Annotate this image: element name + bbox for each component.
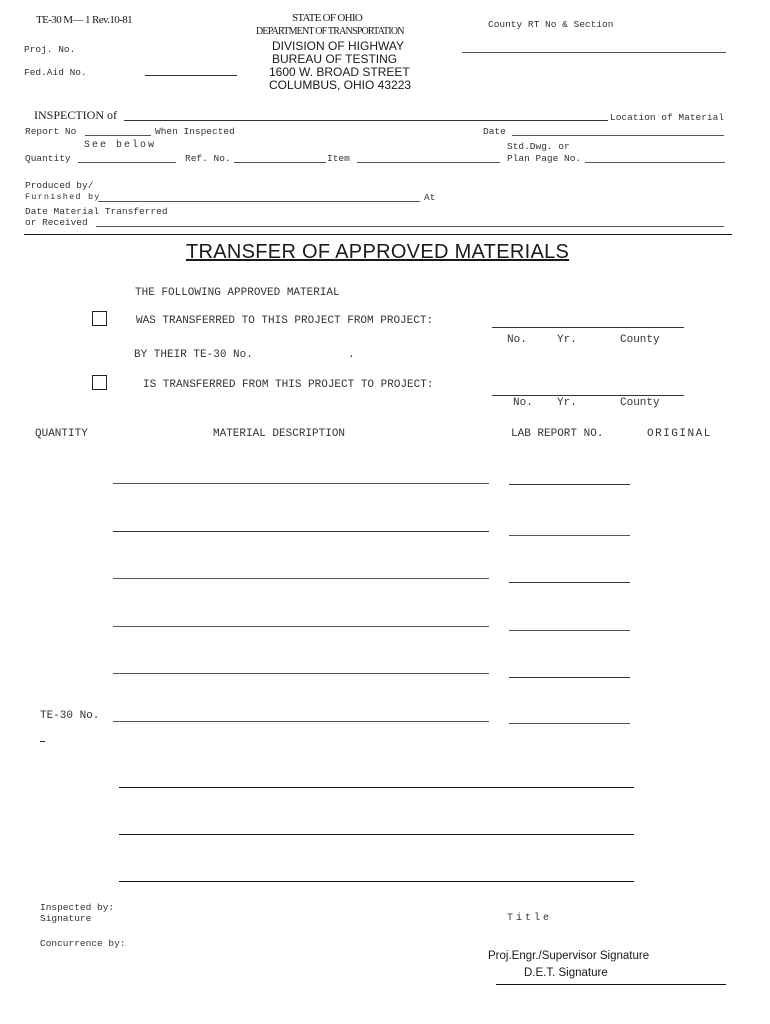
item-field-line[interactable]	[357, 162, 500, 163]
at-label: At	[424, 192, 436, 203]
item-label: Item	[327, 153, 350, 164]
furnished-by-field-line[interactable]	[98, 201, 420, 202]
county-rt-label: County RT No & Section	[488, 19, 614, 30]
plan-page-label: Plan Page No.	[507, 153, 582, 164]
from-no-label: No.	[507, 334, 527, 346]
to-county-label: County	[620, 397, 660, 409]
see-below-text: See below	[84, 140, 157, 151]
plan-page-field-line[interactable]	[585, 162, 725, 163]
proj-no-label: Proj. No.	[24, 44, 76, 55]
lab-report-header: LAB REPORT NO.	[511, 428, 604, 440]
bureau-title: BUREAU OF TESTING	[272, 52, 398, 66]
signature-label: Signature	[40, 913, 92, 924]
description-line-4[interactable]	[113, 626, 489, 627]
was-transferred-text: WAS TRANSFERRED TO THIS PROJECT FROM PROJECT:	[136, 315, 434, 327]
date-transferred-label: Date Material Transferred	[25, 206, 168, 217]
signature-line-1[interactable]	[119, 787, 634, 788]
ref-no-label: Ref. No.	[185, 153, 231, 164]
transferred-to-checkbox[interactable]	[92, 311, 107, 326]
or-received-label: or Received	[25, 217, 88, 228]
date-transferred-field-line[interactable]	[96, 226, 724, 227]
to-no-label: No.	[513, 397, 533, 409]
to-project-field-line[interactable]	[492, 395, 684, 396]
signature-line-2[interactable]	[119, 834, 634, 835]
std-dwg-label: Std.Dwg. or	[507, 141, 570, 152]
description-line-3[interactable]	[113, 578, 489, 579]
lab-report-line-1[interactable]	[509, 484, 630, 485]
det-signature-line[interactable]	[496, 984, 726, 985]
by-their-te30-text: BY THEIR TE-30 No.	[134, 349, 253, 361]
date-label: Date	[483, 126, 506, 137]
lab-report-line-4[interactable]	[509, 630, 630, 631]
title-label: Title	[507, 913, 553, 924]
description-line-1[interactable]	[113, 483, 489, 484]
following-text: THE FOLLOWING APPROVED MATERIAL	[135, 287, 340, 299]
from-yr-label: Yr.	[557, 334, 577, 346]
original-label: ORIGINAL	[647, 428, 712, 440]
form-id: TE-30 M— 1 Rev.10-81	[36, 14, 133, 26]
te30-no-label: TE-30 No.	[40, 710, 100, 722]
division-title: DIVISION OF HIGHWAY	[272, 39, 405, 53]
department-title: DEPARTMENT OF TRANSPORTATION	[256, 26, 404, 37]
city-address: COLUMBUS, OHIO 43223	[269, 78, 412, 92]
date-field-line[interactable]	[512, 135, 724, 136]
material-description-header: MATERIAL DESCRIPTION	[213, 428, 346, 440]
inspection-of-label: INSPECTION of	[34, 108, 117, 122]
te30-no-line[interactable]	[113, 721, 489, 722]
from-project-field-line[interactable]	[492, 327, 684, 328]
description-line-2[interactable]	[113, 531, 489, 532]
is-transferred-text: IS TRANSFERRED FROM THIS PROJECT TO PROJECT:	[143, 379, 434, 391]
fed-aid-label: Fed.Aid No.	[24, 67, 87, 78]
county-rt-field-line[interactable]	[462, 52, 726, 53]
proj-engr-signature-label: Proj.Engr./Supervisor Signature	[488, 950, 650, 962]
inspection-of-field-line[interactable]	[124, 120, 608, 121]
signature-line-3[interactable]	[119, 881, 634, 882]
quantity-field-line[interactable]	[78, 162, 176, 163]
te30-no-dot: .	[348, 349, 355, 361]
section-divider	[24, 234, 732, 235]
when-inspected-label: When Inspected	[155, 126, 235, 137]
state-title: STATE OF OHIO	[292, 12, 363, 24]
ref-no-field-line[interactable]	[234, 162, 326, 163]
produced-by-label: Produced by/	[25, 180, 94, 191]
quantity-header: QUANTITY	[35, 428, 88, 440]
furnished-by-label: Furnished by	[25, 192, 101, 202]
lab-report-line-3[interactable]	[509, 582, 630, 583]
from-county-label: County	[620, 334, 660, 346]
det-signature-label: D.E.T. Signature	[524, 967, 608, 979]
to-yr-label: Yr.	[557, 397, 577, 409]
fed-aid-field-line[interactable]	[145, 75, 237, 76]
report-no-label: Report No	[25, 126, 77, 137]
lab-report-line-2[interactable]	[509, 535, 630, 536]
te30-lab-report-line[interactable]	[509, 723, 630, 724]
quantity-label: Quantity	[25, 153, 71, 164]
location-of-material-label: Location of Material	[610, 112, 725, 123]
small-dash-mark	[40, 741, 45, 742]
concurrence-by-label: Concurrence by:	[40, 938, 126, 949]
transfer-title: TRANSFER OF APPROVED MATERIALS	[186, 241, 570, 263]
inspected-by-label: Inspected by:	[40, 902, 115, 913]
report-no-field-line[interactable]	[85, 135, 151, 136]
description-line-5[interactable]	[113, 673, 489, 674]
lab-report-line-5[interactable]	[509, 677, 630, 678]
transferred-from-checkbox[interactable]	[92, 375, 107, 390]
street-address: 1600 W. BROAD STREET	[269, 65, 410, 79]
